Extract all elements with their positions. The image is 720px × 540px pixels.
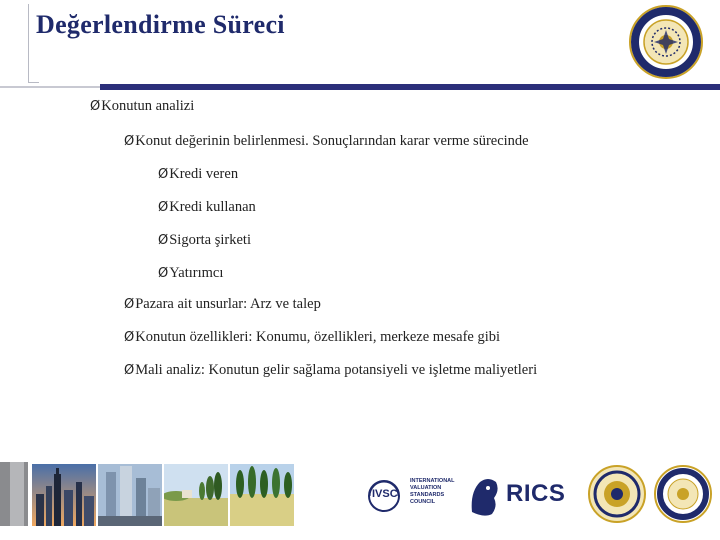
bullet-arrow-icon: Ø <box>124 297 135 312</box>
ankara-university-seal-icon <box>626 4 706 80</box>
rics-lion-icon <box>466 462 502 524</box>
bullet-text: Konutun analizi <box>101 98 195 114</box>
header-rule <box>100 84 720 90</box>
bullet-arrow-icon: Ø <box>124 134 135 149</box>
ivsc-text <box>410 478 455 506</box>
countryside-photo <box>164 464 228 526</box>
bullet-item <box>124 133 529 150</box>
bullet-text: Yatırımcı <box>169 265 224 281</box>
ivsc-text-line: INTERNATIONAL <box>410 478 455 484</box>
bullet-text: Kredi veren <box>169 166 239 182</box>
ivsc-text-line: STANDARDS <box>410 492 445 498</box>
bullet-text: Sigorta şirketi <box>169 232 251 248</box>
bullet-arrow-icon: Ø <box>124 363 135 378</box>
bullet-item <box>90 98 194 115</box>
bullet-arrow-icon: Ø <box>90 99 101 114</box>
footer-strip <box>0 462 720 540</box>
bullet-item <box>158 232 251 249</box>
city-skyline-photo <box>32 464 96 526</box>
rics-label: RICS <box>506 480 566 507</box>
slide-title: Değerlendirme Süreci <box>36 10 285 39</box>
ankara-university-seal-icon <box>652 462 714 524</box>
bullet-item <box>158 265 223 282</box>
bullet-arrow-icon: Ø <box>158 266 169 281</box>
footer-gray-bar-inner <box>10 462 24 526</box>
bullet-item <box>158 166 238 183</box>
bullet-arrow-icon: Ø <box>158 200 169 215</box>
bullet-text: Kredi kullanan <box>169 199 256 215</box>
bullet-item <box>158 199 256 216</box>
bullet-item <box>124 362 537 379</box>
bullet-item <box>124 296 321 313</box>
bullet-text: Konut değerinin belirlenmesi. Sonuçlarından karar verme sürecinde <box>135 133 529 149</box>
bullet-text: Pazara ait unsurlar: Arz ve talep <box>135 296 321 312</box>
bullet-arrow-icon: Ø <box>158 167 169 182</box>
ivsc-text-line: COUNCIL <box>410 499 436 505</box>
header-rule-left <box>0 86 100 88</box>
poplar-trees-photo <box>230 464 294 526</box>
ivsc-label: IVSC <box>372 488 398 500</box>
bullet-text: Mali analiz: Konutun gelir sağlama potansiyeli ve işletme maliyetleri <box>135 362 538 378</box>
bullet-arrow-icon: Ø <box>158 233 169 248</box>
ivsc-text-line: VALUATION <box>410 485 442 491</box>
ankara-university-seal-icon <box>586 462 648 524</box>
ivsc-logo <box>366 462 462 524</box>
rics-logo <box>466 462 578 524</box>
bullet-text: Konutun özellikleri: Konumu, özellikleri, merkeze mesafe gibi <box>135 329 501 345</box>
bullet-item <box>124 329 500 346</box>
towers-photo <box>98 464 162 526</box>
bullet-arrow-icon: Ø <box>124 330 135 345</box>
